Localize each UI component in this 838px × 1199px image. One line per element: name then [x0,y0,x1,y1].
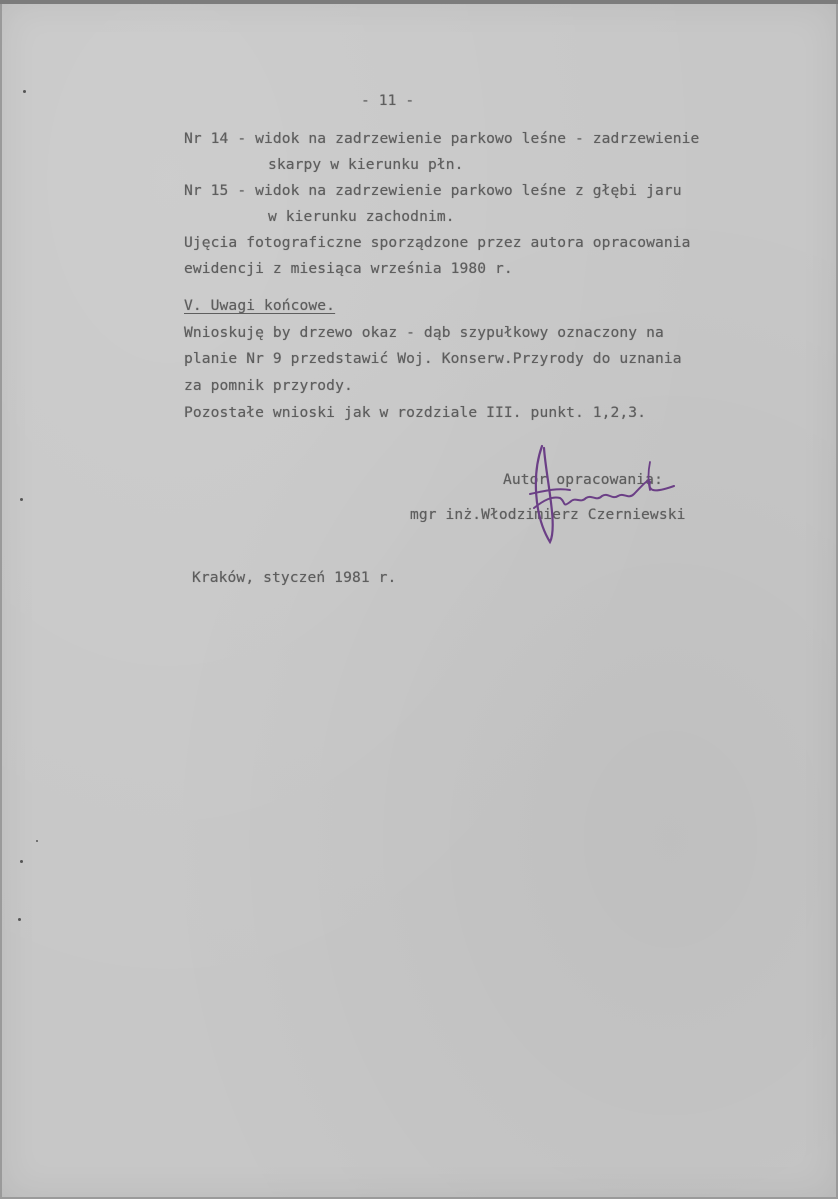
section-line-2: planie Nr 9 przedstawić Woj. Konserw.Przyrody do uznania [184,350,682,367]
signature-stroke-loop [536,446,553,542]
text-line-4: w kierunku zachodnim. [268,208,455,225]
signature-stroke-wave [534,481,674,508]
section-line-4: Pozostałe wnioski jak w rozdziale III. punkt. 1,2,3. [184,404,647,421]
text-line-1: Nr 14 - widok na zadrzewienie parkowo leśne - zadrzewienie [184,130,700,147]
page-top-edge [0,0,838,4]
section-heading: V. Uwagi końcowe. [184,297,336,314]
paper-speck [23,90,26,93]
paper-speck [18,918,21,921]
author-label: Autor opracowania: [503,471,663,488]
author-name: mgr inż.Włodzimierz Czerniewski [410,506,686,523]
text-line-3: Nr 15 - widok na zadrzewienie parkowo leśne z głębi jaru [184,182,682,199]
handwritten-signature [524,438,676,550]
text-line-6: ewidencji z miesiąca września 1980 r. [184,260,513,277]
place-and-date: Kraków, styczeń 1981 r. [192,569,397,586]
section-line-1: Wnioskuję by drzewo okaz - dąb szypułkowy oznaczony na [184,324,664,341]
paper-speck [20,860,23,863]
text-line-2: skarpy w kierunku płn. [268,156,464,173]
signature-stroke-tick [649,462,651,490]
paper-speck [20,498,23,501]
page-number: - 11 - [361,92,415,109]
section-line-3: za pomnik przyrody. [184,377,353,394]
paper-speck [36,840,38,842]
text-line-5: Ujęcia fotograficzne sporządzone przez autora opracowania [184,234,691,251]
